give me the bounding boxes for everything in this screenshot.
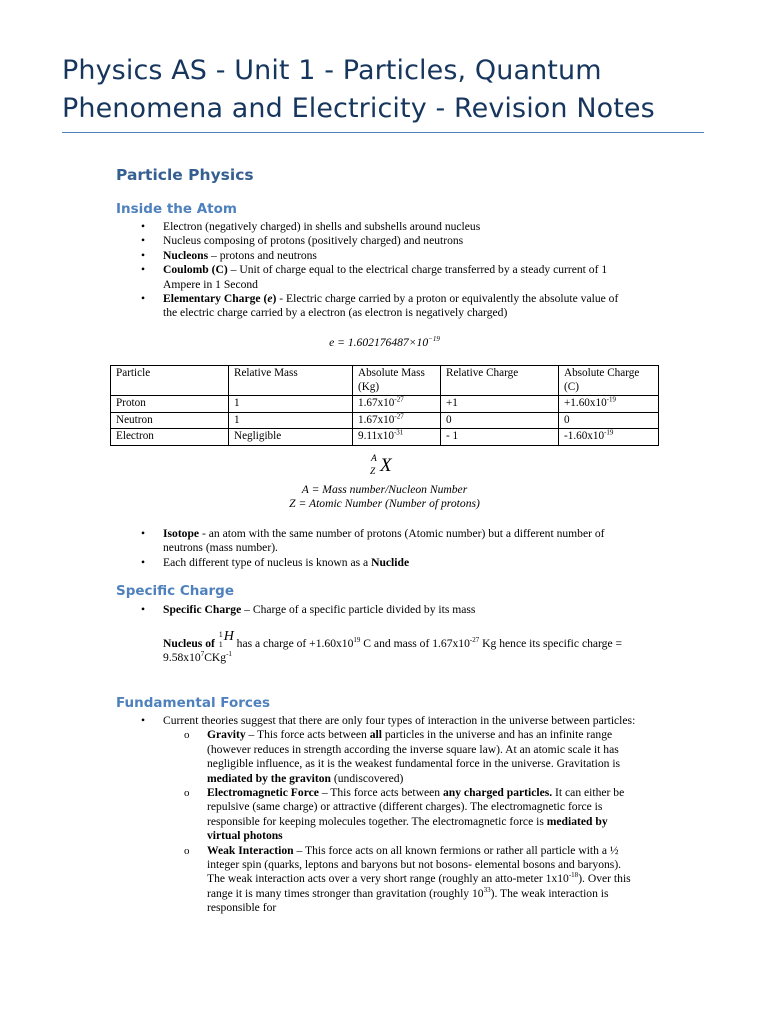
cell-absolute-charge: 0 bbox=[559, 412, 659, 429]
table-header-row bbox=[111, 366, 659, 396]
cell-absolute-charge: $+1.60x10^{-19}$ bbox=[559, 396, 659, 413]
list-item: • Electron (negatively charged) in shells and subshells around nucleus bbox=[137, 220, 627, 234]
list-item: • Elementary Charge (e) - Electric charge carried by a proton or equivalently the absolute value of the electric charge carried by a electron (as electron is negatively charged) bbox=[137, 292, 627, 321]
cell-absolute-mass: $1.67x10^{-27}$ bbox=[353, 412, 441, 429]
elementary-charge-equation: $e = 1.602176487\times 10^{-19}$ bbox=[329, 335, 440, 349]
cell-relative-charge: +1 bbox=[441, 396, 559, 413]
table-row bbox=[111, 412, 659, 429]
list-item-gravity: o Gravity – This force acts between all particles in the universe and has an infinite range (however reduces in strength according the inverse square law). At an atomic scale it has negligible influence, as it is the weakest fundamental force in the universe. Gravitation is mediated by the graviton (undiscovered) bbox=[183, 728, 637, 786]
header-relative-charge: Relative Charge bbox=[441, 366, 559, 396]
cell-absolute-mass: $1.67x10^{-27}$ bbox=[353, 396, 441, 413]
list-item: • Nucleons – protons and neutrons bbox=[137, 249, 627, 263]
section-heading-particle-physics: Particle Physics bbox=[116, 166, 254, 184]
list-item: • Isotope - an atom with the same number of protons (Atomic number) but a different number of neutrons (mass number). bbox=[137, 527, 637, 556]
isotope-bullet-list bbox=[137, 527, 637, 570]
mass-number-definition: A = Mass number/Nucleon Number bbox=[301, 483, 468, 496]
cell-relative-charge: - 1 bbox=[441, 429, 559, 446]
page-title: Physics AS - Unit 1 - Particles, Quantum Phenomena and Electricity - Revision Notes bbox=[62, 55, 655, 124]
table-row bbox=[111, 396, 659, 413]
cell-particle: Proton bbox=[111, 396, 229, 413]
atomic-number-symbol: Z bbox=[370, 467, 376, 477]
header-absolute-charge: Absolute Charge (C) bbox=[559, 366, 659, 396]
list-item: • Specific Charge – Charge of a specific particle divided by its mass bbox=[137, 603, 637, 617]
forces-bullet-list bbox=[137, 714, 637, 916]
list-item: • Coulomb (C) – Unit of charge equal to the electrical charge transferred by a steady current of 1 Ampere in 1 Second bbox=[137, 263, 627, 292]
list-item: • Nucleus composing of protons (positively charged) and neutrons bbox=[137, 234, 627, 248]
forces-sub-list bbox=[183, 728, 637, 915]
table-row bbox=[111, 429, 659, 446]
subheading-fundamental-forces: Fundamental Forces bbox=[116, 695, 271, 711]
cell-absolute-charge: $-1.60x10^{-19}$ bbox=[559, 429, 659, 446]
mass-number-symbol: A bbox=[371, 454, 377, 464]
cell-relative-charge: 0 bbox=[441, 412, 559, 429]
title-divider bbox=[62, 132, 704, 133]
header-particle: Particle bbox=[111, 366, 229, 396]
nuclide-notation bbox=[368, 454, 408, 484]
cell-particle: Neutron bbox=[111, 412, 229, 429]
subheading-inside-the-atom: Inside the Atom bbox=[116, 201, 237, 217]
subheading-specific-charge: Specific Charge bbox=[116, 583, 234, 599]
element-symbol: X bbox=[380, 455, 392, 476]
specific-charge-bullet-list bbox=[137, 603, 637, 617]
specific-charge-example: Nucleus of 1 1 H has a charge of $+1.60x10^{19}$ C and mass of $1.67x10^{-27}$ Kg hence its specific charge = $9.58x10^7CKg^{-1}$ bbox=[163, 629, 623, 665]
particle-table bbox=[110, 365, 659, 446]
cell-particle: Electron bbox=[111, 429, 229, 446]
header-relative-mass: Relative Mass bbox=[229, 366, 353, 396]
list-item-electromagnetic: o Electromagnetic Force – This force acts between any charged particles. It can either be repulsive (same charge) or attractive (different charges). The electromagnetic force is responsible for keeping molecules together. The electromagnetic force is mediated by virtual photons bbox=[183, 786, 637, 844]
list-item-weak-interaction: o Weak Interaction – This force acts on all known fermions or rather all particle with a ½ integer spin (quarks, leptons and baryons but not bosons- elemental bosons and baryons). The weak interaction acts over a very short range (roughly an atto-meter $1x10^{-18}$). Over this range it is many times stronger than gravitation (roughly $10^{33}$). The weak interaction is responsible for bbox=[183, 844, 637, 916]
cell-relative-mass: 1 bbox=[229, 396, 353, 413]
hydrogen-isotope-notation: 1 1 H bbox=[218, 629, 234, 649]
atomic-number-definition: Z = Atomic Number (Number of protons) bbox=[289, 497, 480, 510]
cell-relative-mass: 1 bbox=[229, 412, 353, 429]
list-item: • Current theories suggest that there are only four types of interaction in the universe between particles: o Gravity – This force acts between all particles in the universe and has an infinite range (however reduces in strength according the inverse square law). At an atomic scale it has negligible influence, as it is the weakest fundamental force in the universe. Gravitation is mediated by the graviton (undiscovered) o Electromagnetic Force – This force acts between any charged particles. It can either be repulsive (same charge) or attractive (different charges). The electromagnetic force is responsible for keeping molecules together. The electromagnetic force is mediated by virtual photons o Weak Interaction – This force acts on all known fermions or rather all particle with a ½ integer spin (quarks, leptons and baryons but not bosons- elemental bosons and baryons). The weak interaction acts over a very short range (roughly an atto-meter $1x10^{-18}$). Over this range it is many times stronger than gravitation (roughly $10^{33}$). The weak interaction is responsible for bbox=[137, 714, 637, 916]
cell-absolute-mass: $9.11x10^{-31}$ bbox=[353, 429, 441, 446]
atom-bullet-list bbox=[137, 220, 627, 321]
header-absolute-mass: Absolute Mass (Kg) bbox=[353, 366, 441, 396]
cell-relative-mass: Negligible bbox=[229, 429, 353, 446]
list-item: • Each different type of nucleus is known as a Nuclide bbox=[137, 556, 637, 570]
